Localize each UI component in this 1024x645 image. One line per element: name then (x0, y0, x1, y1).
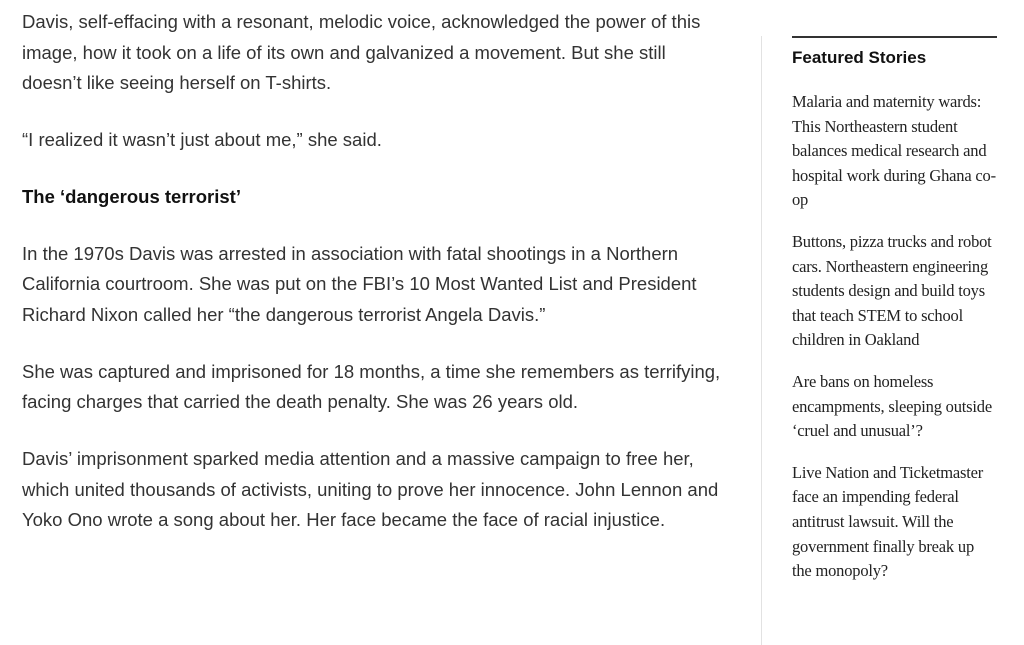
featured-story-link[interactable]: Live Nation and Ticketmaster face an impending federal antitrust lawsuit. Will the government finally break up the monopoly? (792, 462, 983, 581)
featured-story-link[interactable]: Malaria and maternity wards: This Northeastern student balances medical research and hospital work during Ghana co-op (792, 92, 996, 210)
sidebar-divider (792, 36, 997, 38)
featured-story-link[interactable]: Buttons, pizza trucks and robot cars. Northeastern engineering students design and build toys that teach STEM to school children in Oakland (792, 231, 992, 350)
featured-stories-sidebar (761, 36, 997, 645)
article-paragraph: In the 1970s Davis was arrested in association with fatal shootings in a Northern California courtroom. She was put on the FBI’s 10 Most Wanted List and President Richard Nixon called her “the dangerous terrorist Angela Davis.” (22, 242, 697, 325)
article-body (22, 7, 722, 562)
article-paragraph: Davis’ imprisonment sparked media attention and a massive campaign to free her, which united thousands of activists, uniting to prove her innocence. John Lennon and Yoko Ono wrote a song about her. Her face became the face of racial injustice. (22, 448, 719, 531)
sidebar-title: Featured Stories (792, 48, 927, 67)
article-paragraph: She was captured and imprisoned for 18 months, a time she remembers as terrifying, facing charges that carried the death penalty. She was 26 years old. (22, 360, 721, 413)
featured-story-link[interactable]: Are bans on homeless encampments, sleeping outside ‘cruel and unusual’? (792, 371, 992, 441)
article-paragraph: Davis, self-effacing with a resonant, melodic voice, acknowledged the power of this image, how it took on a life of its own and galvanized a movement. But she still doesn’t like seeing herself on T-shirts. (22, 11, 701, 94)
article-subheading: The ‘dangerous terrorist’ (22, 185, 241, 207)
article-paragraph: “I realized it wasn’t just about me,” she said. (22, 129, 382, 151)
